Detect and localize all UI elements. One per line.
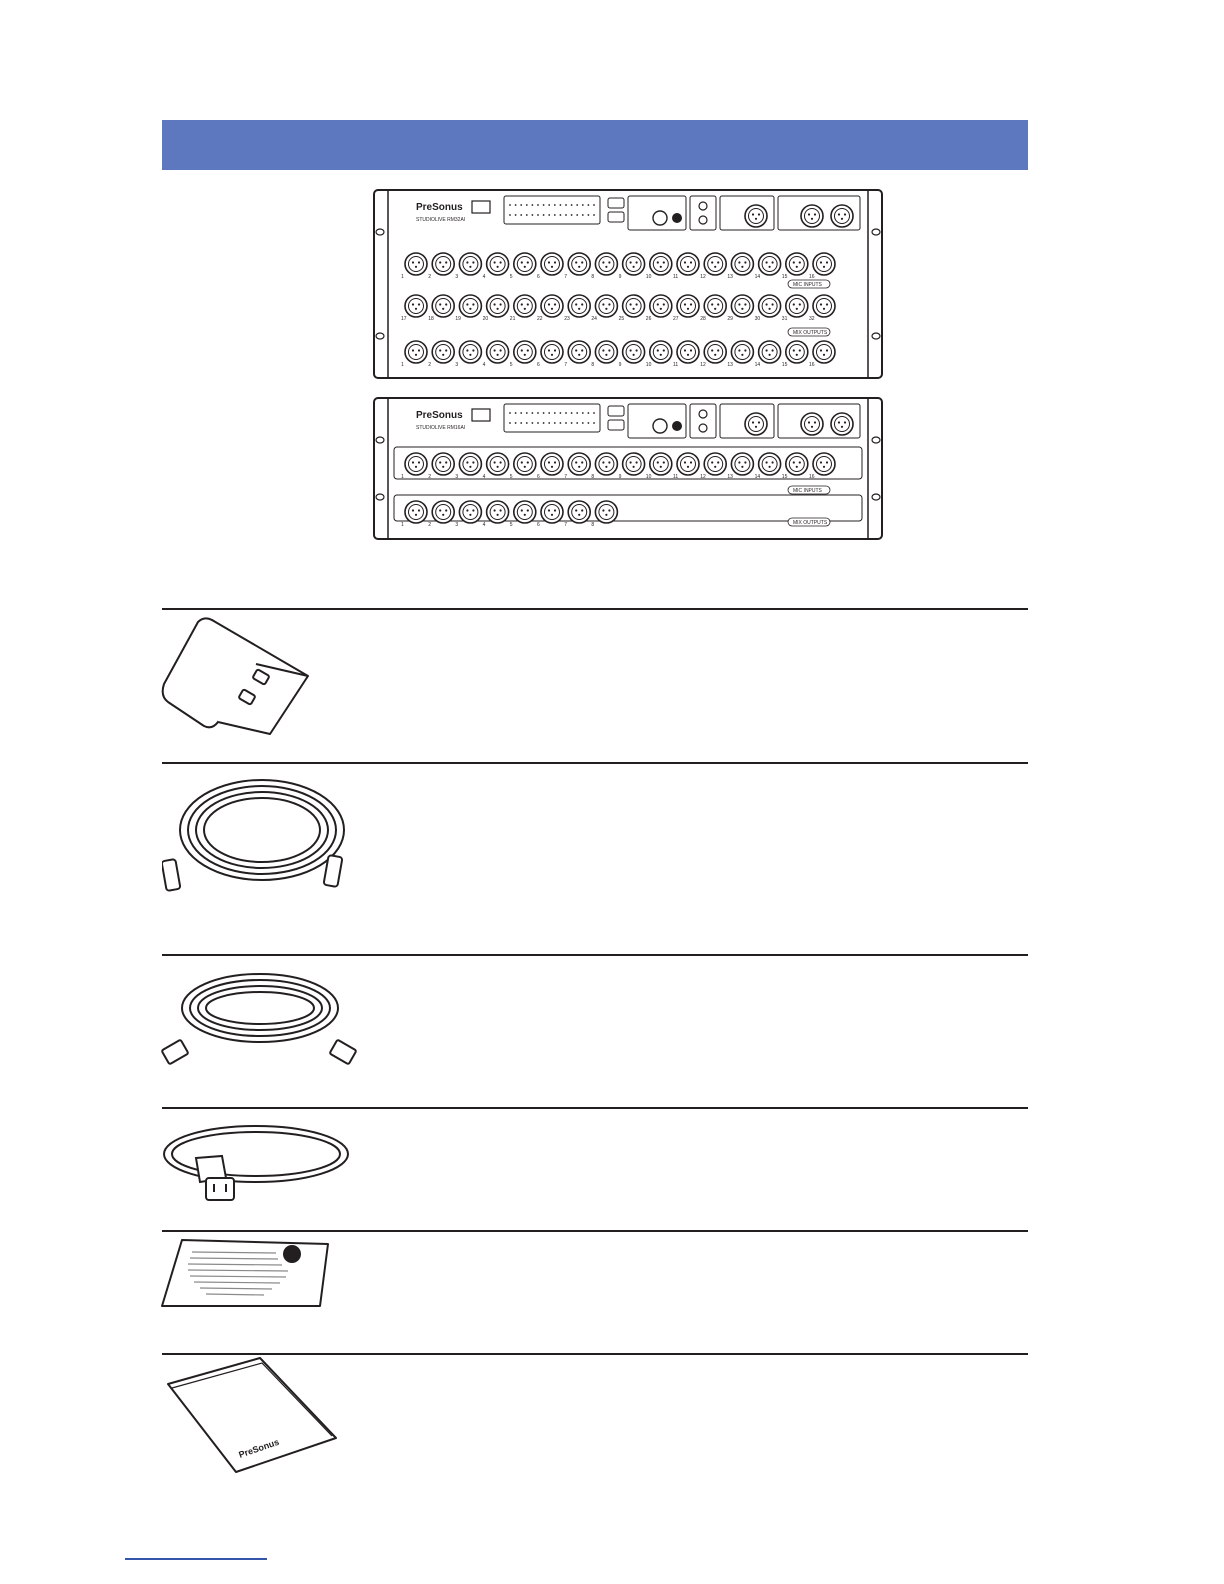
item-divider: [162, 1353, 1028, 1355]
rack-model-text: STUDIOLIVE RM16AI: [416, 425, 466, 431]
mic-inputs-label: MIC INPUTS: [793, 282, 822, 288]
mic-input-xlr: [514, 253, 536, 275]
mic-input-xlr: [405, 253, 427, 275]
channel-number: 28: [700, 316, 706, 322]
manual-brand-text: PreSonus: [237, 1436, 281, 1460]
mic-input-xlr: [405, 453, 427, 475]
channel-number: 8: [591, 522, 595, 528]
channel-number: 5: [509, 274, 513, 280]
mic-input-xlr: [677, 295, 699, 317]
mix-output-xlr: [514, 341, 536, 363]
footer-rule: [125, 1558, 267, 1560]
mic-input-xlr: [459, 295, 481, 317]
mix-output-xlr: [813, 341, 835, 363]
channel-number: 1: [401, 522, 404, 528]
mic-input-xlr: [759, 453, 781, 475]
mic-input-xlr: [650, 253, 672, 275]
mic-input-xlr: [459, 453, 481, 475]
channel-number: 3: [455, 522, 459, 528]
mix-output-xlr: [731, 341, 753, 363]
channel-number: 16: [809, 362, 815, 368]
rack-ear-hole: [376, 333, 384, 339]
usb-port: [472, 201, 490, 213]
rack-ear-hole: [872, 333, 880, 339]
channel-number: 6: [537, 362, 540, 368]
channel-number: 32: [809, 316, 815, 322]
channel-number: 7: [564, 274, 567, 280]
mic-input-xlr: [487, 295, 509, 317]
mix-output-xlr: [786, 341, 808, 363]
mic-input-xlr: [759, 295, 781, 317]
rack-ear-hole: [872, 494, 880, 500]
mix-output-xlr: [677, 341, 699, 363]
mix-outputs-label: MIX OUTPUTS: [793, 330, 828, 336]
channel-number: 17: [401, 316, 407, 322]
channel-number: 3: [455, 274, 459, 280]
channel-number: 12: [700, 362, 706, 368]
mix-output-xlr: [595, 341, 617, 363]
mic-input-xlr: [487, 453, 509, 475]
channel-number: 13: [727, 474, 733, 480]
mic-input-xlr: [813, 453, 835, 475]
channel-number: 9: [618, 274, 622, 280]
rack-brand-text: PreSonus: [416, 410, 463, 421]
mic-input-xlr: [432, 295, 454, 317]
mic-input-xlr: [650, 453, 672, 475]
signal-meter-panel: [504, 196, 600, 224]
channel-number: 11: [673, 474, 679, 480]
channel-number: 4: [482, 522, 486, 528]
mic-input-xlr: [731, 453, 753, 475]
mic-input-xlr: [514, 295, 536, 317]
channel-number: 12: [700, 274, 706, 280]
mix-output-xlr: [595, 501, 617, 523]
mic-input-xlr: [432, 253, 454, 275]
channel-number: 7: [564, 474, 567, 480]
channel-number: 15: [781, 362, 788, 368]
mic-input-xlr: [813, 295, 835, 317]
channel-number: 5: [509, 362, 513, 368]
channel-number: 18: [428, 316, 434, 322]
channel-number: 9: [618, 474, 622, 480]
main-output-left-xlr: [801, 205, 823, 227]
channel-number: 13: [727, 362, 733, 368]
channel-number: 16: [809, 274, 815, 280]
rack-ear-hole: [872, 229, 880, 235]
channel-number: 4: [482, 474, 486, 480]
rack-ear-hole: [376, 437, 384, 443]
mic-input-xlr: [595, 253, 617, 275]
rm32-rack-illustration: [372, 188, 884, 380]
mix-output-xlr: [514, 501, 536, 523]
channel-number: 12: [700, 474, 706, 480]
mic-input-xlr: [541, 253, 563, 275]
mic-input-xlr: [677, 253, 699, 275]
mic-input-xlr: [459, 253, 481, 275]
channel-number: 10: [645, 274, 652, 280]
mic-input-xlr: [759, 253, 781, 275]
mic-input-xlr: [704, 253, 726, 275]
mic-input-xlr: [405, 295, 427, 317]
channel-number: 5: [509, 474, 513, 480]
mix-output-xlr: [650, 341, 672, 363]
signal-meter-panel: [504, 404, 600, 432]
channel-number: 29: [727, 316, 733, 322]
channel-number: 25: [618, 316, 625, 322]
channel-number: 8: [591, 362, 595, 368]
channel-number: 14: [754, 474, 761, 480]
channel-number: 1: [401, 474, 404, 480]
mic-input-xlr: [813, 253, 835, 275]
rack-ear-hole: [376, 229, 384, 235]
mic-input-xlr: [595, 453, 617, 475]
ethernet-cable-icon: [160, 964, 360, 1076]
mic-inputs-label: MIC INPUTS: [793, 488, 822, 494]
mix-output-xlr: [459, 501, 481, 523]
mic-input-xlr: [623, 253, 645, 275]
channel-number: 21: [509, 316, 516, 322]
mic-input-xlr: [595, 295, 617, 317]
mic-input-xlr: [786, 253, 808, 275]
channel-number: 22: [537, 316, 543, 322]
channel-number: 24: [591, 316, 597, 322]
channel-number: 7: [564, 362, 567, 368]
channel-number: 4: [482, 274, 486, 280]
mic-input-xlr: [677, 453, 699, 475]
mix-output-xlr: [568, 341, 590, 363]
channel-number: 2: [428, 274, 431, 280]
channel-number: 26: [645, 316, 652, 322]
channel-number: 15: [781, 474, 788, 480]
channel-number: 6: [537, 474, 540, 480]
channel-number: 27: [673, 316, 679, 322]
mix-output-xlr: [568, 501, 590, 523]
channel-number: 3: [455, 474, 459, 480]
channel-number: 9: [618, 362, 622, 368]
mix-output-xlr: [623, 341, 645, 363]
phones-knob: [653, 211, 667, 225]
phones-knob: [653, 419, 667, 433]
main-output-right-xlr: [831, 205, 853, 227]
mic-input-xlr: [623, 453, 645, 475]
phones-jack: [672, 421, 682, 431]
mic-input-xlr: [568, 253, 590, 275]
channel-number: 2: [428, 522, 431, 528]
mix-output-xlr: [459, 341, 481, 363]
channel-number: 13: [727, 274, 733, 280]
channel-number: 8: [591, 474, 595, 480]
channel-number: 20: [482, 316, 489, 322]
channel-number: 15: [781, 274, 788, 280]
rack-ear-hole: [872, 437, 880, 443]
channel-number: 30: [754, 316, 761, 322]
channel-number: 11: [673, 274, 679, 280]
channel-number: 6: [537, 274, 540, 280]
mix-output-xlr: [487, 341, 509, 363]
channel-number: 3: [455, 362, 459, 368]
mic-input-xlr: [704, 295, 726, 317]
channel-number: 5: [509, 522, 513, 528]
channel-number: 8: [591, 274, 595, 280]
channel-number: 10: [645, 362, 652, 368]
mic-input-xlr: [541, 295, 563, 317]
item-divider: [162, 608, 1028, 610]
mix-output-xlr: [541, 341, 563, 363]
mix-output-xlr: [487, 501, 509, 523]
mix-output-xlr: [541, 501, 563, 523]
phones-jack: [672, 213, 682, 223]
mic-input-xlr: [432, 453, 454, 475]
usb-wifi-adapter-icon: [158, 614, 318, 739]
mono-output-xlr: [745, 205, 767, 227]
document-sheet-icon: [160, 1236, 330, 1312]
item-divider: [162, 762, 1028, 764]
mic-input-xlr: [704, 453, 726, 475]
manual-booklet-icon: [164, 1356, 340, 1476]
mic-input-xlr: [514, 453, 536, 475]
mic-input-xlr: [650, 295, 672, 317]
channel-number: 2: [428, 474, 431, 480]
mix-output-xlr: [759, 341, 781, 363]
mic-input-xlr: [568, 295, 590, 317]
channel-number: 1: [401, 274, 404, 280]
mic-input-xlr: [786, 295, 808, 317]
mic-input-xlr: [623, 295, 645, 317]
mix-output-xlr: [432, 341, 454, 363]
mic-input-xlr: [786, 453, 808, 475]
mix-outputs-label: MIX OUTPUTS: [793, 520, 828, 526]
channel-number: 14: [754, 362, 761, 368]
main-output-right-xlr: [831, 413, 853, 435]
channel-number: 23: [564, 316, 570, 322]
channel-number: 16: [809, 474, 815, 480]
usb-cable-icon: [162, 772, 362, 902]
mic-input-xlr: [731, 253, 753, 275]
channel-number: 10: [645, 474, 652, 480]
mic-input-xlr: [731, 295, 753, 317]
channel-number: 4: [482, 362, 486, 368]
channel-number: 19: [455, 316, 461, 322]
main-output-left-xlr: [801, 413, 823, 435]
item-divider: [162, 1230, 1028, 1232]
item-divider: [162, 954, 1028, 956]
mic-input-xlr: [541, 453, 563, 475]
channel-number: 14: [754, 274, 761, 280]
section-banner: [162, 120, 1028, 170]
rm16-rack-illustration: [372, 396, 884, 541]
rack-model-text: STUDIOLIVE RM32AI: [416, 217, 466, 223]
channel-number: 7: [564, 522, 567, 528]
channel-number: 2: [428, 362, 431, 368]
power-cord-icon: [160, 1116, 352, 1206]
channel-number: 11: [673, 362, 679, 368]
mono-output-xlr: [745, 413, 767, 435]
channel-number: 1: [401, 362, 404, 368]
channel-number: 6: [537, 522, 540, 528]
mic-input-xlr: [487, 253, 509, 275]
item-divider: [162, 1107, 1028, 1109]
mic-input-xlr: [568, 453, 590, 475]
rack-brand-text: PreSonus: [416, 202, 463, 213]
rack-ear-hole: [376, 494, 384, 500]
mix-output-xlr: [704, 341, 726, 363]
usb-port: [472, 409, 490, 421]
mix-output-xlr: [432, 501, 454, 523]
mix-output-xlr: [405, 341, 427, 363]
channel-number: 31: [781, 316, 788, 322]
mix-output-xlr: [405, 501, 427, 523]
